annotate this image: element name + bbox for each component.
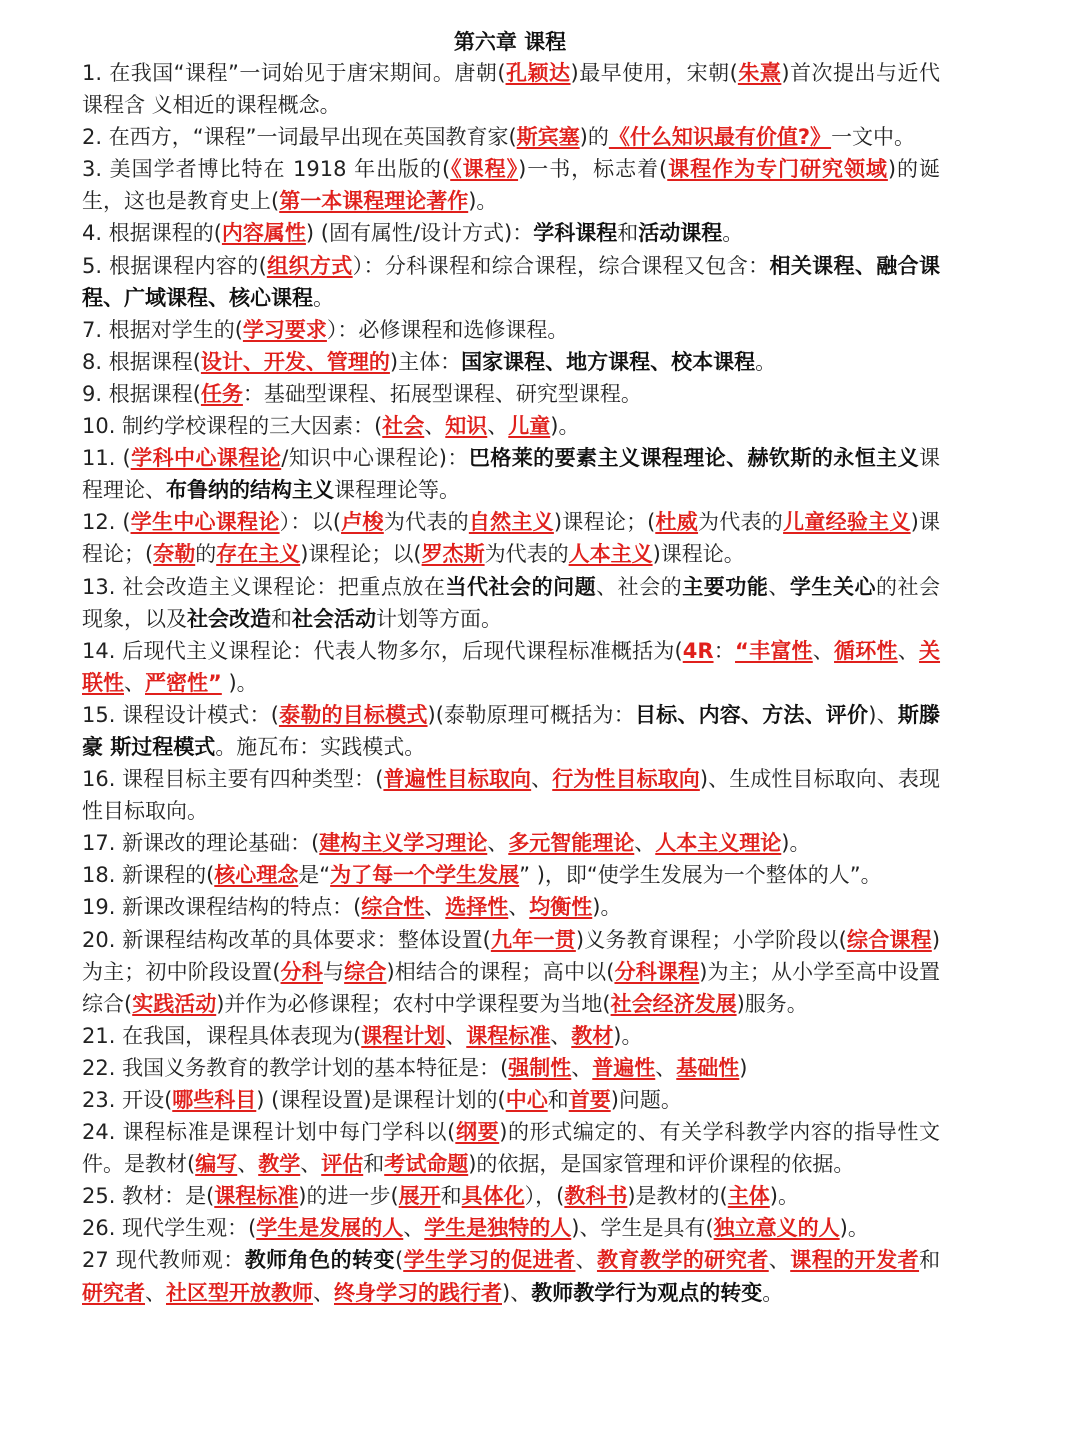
chapter-title: 第六章 课程 — [453, 30, 567, 54]
text-segment: 19. 新课改课程结构的特点：( — [82, 895, 362, 920]
text-segment: ）：分科课程和综合课程，综合课程又包含： — [352, 253, 770, 278]
bold-term: 斯滕豪 斯过程模式 — [82, 702, 941, 759]
text-segment: 10. 制约学校课程的三大因素：( — [82, 414, 383, 439]
text-segment: )。 — [592, 895, 622, 920]
key-term: 纲要 — [455, 1120, 500, 1145]
key-term: 分科 — [280, 959, 323, 984]
key-term: 社会 — [382, 414, 425, 439]
text-segment: 24. 课程标准是课程计划中每门学科以( — [82, 1120, 456, 1145]
list-item — [82, 378, 940, 410]
text-segment: 7. 根据对学生的( — [82, 317, 243, 342]
bold-term: 学生关心 — [789, 574, 876, 599]
text-segment: 3. 美国学者博比特在 1918 年出版的( — [82, 157, 451, 182]
key-term: 4R — [682, 638, 714, 663]
text-segment: 、 — [145, 1280, 166, 1305]
bold-term: 社会改造 — [187, 606, 271, 631]
text-segment: 、 — [445, 1023, 467, 1048]
text-segment: ：基础型课程、拓展型课程、研究型课程。 — [242, 381, 642, 406]
text-segment: 4. 根据课程的( — [82, 221, 222, 246]
text-segment: )义务教育课程；小学阶段以( — [575, 927, 847, 952]
key-term: 《课程》 — [450, 157, 519, 182]
list-item — [82, 859, 940, 891]
bold-term: 相关课程、融合课程、广域课程、核心课程 — [82, 253, 941, 310]
key-term: 评估 — [321, 1152, 364, 1177]
text-segment: 、 — [424, 414, 446, 439]
list-item — [82, 1084, 940, 1116]
text-segment: )、学生是具有( — [571, 1216, 714, 1241]
key-term: 组织方式 — [266, 253, 353, 278]
text-segment: 课程理论、 — [82, 446, 941, 503]
text-segment: )为主；从小学至高中设置综合( — [82, 959, 941, 1016]
text-segment: 、 — [237, 1152, 259, 1177]
text-segment: 、 — [300, 1152, 322, 1177]
text-segment: 、 — [424, 895, 446, 920]
bold-term: 社会活动 — [292, 606, 376, 631]
text-segment: 。 — [762, 1280, 784, 1305]
text-segment: )的进一步( — [298, 1184, 399, 1209]
key-term: 社会经济发展 — [610, 991, 737, 1016]
list-item — [82, 153, 940, 217]
text-segment: ” )，即“使学生发展为一个整体的人”。 — [519, 863, 882, 888]
list-item — [82, 635, 940, 699]
text-segment: )的形式编定的、有关学科教学内容的指导性文件。是教材( — [82, 1120, 940, 1177]
key-term: 多元智能理论 — [508, 831, 635, 856]
bold-term: 教师教学行为观点的转变 — [531, 1280, 763, 1305]
list-item — [82, 1020, 940, 1052]
text-segment: 5. 根据课程内容的( — [82, 253, 267, 278]
text-segment: )是教材的( — [627, 1184, 728, 1209]
key-term: 人本主义 — [568, 542, 653, 567]
key-term: 教科书 — [564, 1184, 628, 1209]
text-segment: /知识中心课程论)： — [281, 446, 469, 471]
text-segment: 和 — [363, 1152, 385, 1177]
text-segment: 22. 我国义务教育的教学计划的基本特征是：( — [82, 1055, 509, 1080]
key-term: 罗杰斯 — [421, 542, 485, 567]
text-segment: 和 — [547, 1088, 569, 1112]
text-segment: 、 — [313, 1280, 334, 1305]
key-term: 九年一贯 — [490, 927, 576, 952]
key-term: 考试命题 — [384, 1152, 469, 1177]
bold-term: 活动课程 — [638, 221, 723, 246]
text-segment: )课程论；( — [553, 510, 656, 535]
key-term: 泰勒的目标模式 — [278, 702, 428, 727]
key-term: 核心理念 — [214, 863, 299, 888]
list-item — [82, 1244, 940, 1308]
text-segment: 15. 课程设计模式：( — [82, 702, 279, 727]
bold-term: 国家课程、地方课程、校本课程 — [461, 349, 756, 374]
key-term: 展开 — [398, 1184, 441, 1209]
bold-term: 巴格莱的要素主义课程理论、赫钦斯的永恒主义 — [468, 446, 920, 471]
text-segment: 、社会的 — [596, 574, 683, 599]
text-segment: )最早使用，宋朝( — [570, 61, 738, 85]
key-term: 学生是独特的人 — [424, 1216, 572, 1241]
text-segment: )相结合的课程；高中以( — [386, 959, 615, 984]
key-term: 建构主义学习理论 — [319, 831, 488, 856]
text-segment: 、 — [124, 670, 145, 695]
list-item — [82, 121, 940, 153]
text-segment: ( — [395, 1248, 404, 1273]
key-term: “丰富性 — [735, 638, 813, 663]
key-term: 关联性 — [82, 638, 941, 695]
document-body — [82, 57, 940, 1309]
list-item — [82, 827, 940, 859]
key-term: 学生中心课程论 — [130, 510, 280, 535]
key-term: 人本主义理论 — [655, 831, 782, 856]
key-term: 实践活动 — [132, 991, 217, 1016]
text-segment: 、 — [897, 638, 920, 663]
key-term: 研究者 — [82, 1280, 145, 1305]
text-segment: )、生成性目标取向、表现性目标取向。 — [82, 767, 941, 824]
bold-term: 主要功能 — [682, 574, 769, 599]
key-term: 独立意义的人 — [713, 1216, 840, 1241]
text-segment: 、 — [487, 831, 509, 856]
text-segment: 、 — [812, 638, 835, 663]
key-term: 综合性 — [361, 895, 425, 920]
key-term: 朱熹 — [737, 61, 782, 85]
key-term: 课程的开发者 — [790, 1248, 920, 1273]
text-segment: )、 — [868, 702, 898, 727]
key-term: 杜威 — [655, 510, 699, 535]
text-segment: 、 — [655, 1055, 677, 1080]
text-segment: ) (固有属性/设计方式)： — [305, 221, 534, 246]
key-term: 孔颖达 — [505, 61, 571, 85]
key-term: 《什么知识最有价值?》 — [608, 125, 832, 150]
text-segment: 27 现代教师观： — [82, 1248, 245, 1273]
text-segment: ) (课程设置)是课程计划的( — [256, 1088, 506, 1112]
key-term: 第一本课程理论著作 — [279, 189, 469, 214]
key-term: 严密性” — [145, 670, 222, 695]
key-term: 基础性 — [676, 1055, 740, 1080]
key-term: 课程作为专门研究领域 — [667, 157, 888, 182]
text-segment: ) — [739, 1055, 748, 1080]
text-segment: 9. 根据课程( — [82, 381, 201, 406]
text-segment: 、 — [487, 414, 509, 439]
text-segment: )课程论；( — [82, 510, 941, 567]
bold-term: 布鲁纳的结构主义 — [166, 478, 334, 503]
text-segment: 12. ( — [82, 510, 131, 535]
text-segment: )。 — [468, 189, 498, 214]
text-segment: 23. 开设( — [82, 1088, 173, 1112]
text-segment: 为代表的 — [383, 510, 469, 535]
text-segment: )服务。 — [736, 991, 808, 1016]
key-term: 教育教学的研究者 — [596, 1248, 769, 1273]
text-segment: 1. 在我国“课程”一词始见于唐宋期间。唐朝( — [82, 61, 506, 85]
key-term: 首要 — [568, 1088, 611, 1112]
key-term: 斯宾塞 — [516, 125, 580, 150]
text-segment: 、 — [634, 831, 656, 856]
text-segment: 25. 教材：是( — [82, 1184, 215, 1209]
list-item — [82, 571, 940, 635]
text-segment: )的 — [579, 125, 609, 150]
text-segment: 。 — [313, 285, 334, 310]
text-segment: ： — [713, 638, 736, 663]
text-segment: 、 — [531, 767, 553, 792]
text-segment: 17. 新课改的理论基础：( — [82, 831, 320, 856]
key-term: 自然主义 — [468, 510, 554, 535]
text-segment: )的诞生，这也是教育史上( — [82, 157, 941, 214]
text-segment: )、 — [502, 1280, 532, 1305]
key-term: 循环性 — [834, 638, 898, 663]
key-term: 奈勒 — [153, 542, 196, 567]
key-term: 中心 — [505, 1088, 548, 1112]
list-item — [82, 506, 940, 570]
text-segment: 的社会现象，以及 — [82, 574, 941, 631]
list-item — [82, 410, 940, 442]
bold-term: 目标、内容、方法、评价 — [634, 702, 869, 727]
text-segment: 2. 在西方，“课程”一词最早出现在英国教育家( — [82, 125, 517, 150]
key-term: 任务 — [200, 381, 243, 406]
text-segment: 。施瓦布：实践模式。 — [215, 734, 426, 759]
text-segment: 一文中。 — [831, 125, 916, 150]
text-segment: ）：必修课程和选修课程。 — [326, 317, 569, 342]
text-segment: )。 — [550, 414, 580, 439]
list-item — [82, 442, 940, 506]
text-segment: 、 — [575, 1248, 597, 1273]
key-term: 终身学习的践行者 — [334, 1280, 502, 1305]
key-term: 学生学习的促进者 — [403, 1248, 576, 1273]
list-item — [82, 699, 940, 763]
text-segment: )并作为必修课程；农村中学课程要为当地( — [216, 991, 611, 1016]
text-segment: 、 — [768, 574, 790, 599]
text-segment: )。 — [221, 670, 258, 695]
key-term: 综合 — [344, 959, 387, 984]
key-term: 存在主义 — [216, 542, 301, 567]
key-term: 课程标准 — [214, 1184, 299, 1209]
text-segment: 、 — [571, 1055, 593, 1080]
text-segment: 8. 根据课程( — [82, 349, 201, 374]
key-term: 教学 — [258, 1152, 301, 1177]
key-term: 为了每一个学生发展 — [330, 863, 520, 888]
text-segment: 21. 在我国，课程具体表现为( — [82, 1023, 362, 1048]
key-term: 卢梭 — [341, 510, 384, 535]
text-segment: )首次提出与近代课程含 义相近的课程概念。 — [82, 61, 941, 118]
key-term: 内容属性 — [221, 221, 306, 246]
bold-term: 当代社会的问题 — [445, 574, 597, 599]
text-segment: 课程理论等。 — [334, 478, 460, 503]
key-term: 分科课程 — [614, 959, 700, 984]
text-segment: 和 — [271, 606, 292, 631]
list-item — [82, 891, 940, 923]
text-segment: 、 — [768, 1248, 791, 1273]
text-segment: )。 — [839, 1216, 869, 1241]
bold-term: 学科课程 — [533, 221, 618, 246]
list-item — [82, 1052, 940, 1084]
text-segment: )主体： — [389, 349, 462, 374]
text-segment: 。 — [755, 349, 777, 374]
text-segment: 计划等方面。 — [376, 606, 502, 631]
text-segment: 。 — [722, 221, 744, 246]
text-segment: )(泰勒原理可概括为： — [427, 702, 635, 727]
text-segment: 与 — [322, 959, 345, 984]
key-term: 学科中心课程论 — [130, 446, 282, 471]
key-term: 课程标准 — [466, 1023, 551, 1048]
key-term: 学习要求 — [242, 317, 327, 342]
list-item — [82, 217, 940, 249]
text-segment: 11. ( — [82, 446, 131, 471]
text-segment: 16. 课程目标主要有四种类型：( — [82, 767, 384, 792]
key-term: 主体 — [727, 1184, 770, 1209]
text-segment: )课程论；以( — [300, 542, 422, 567]
key-term: 儿童 — [508, 414, 551, 439]
text-segment: )一书，标志着( — [518, 157, 668, 182]
text-segment: )为主；初中阶段设置( — [82, 927, 941, 984]
key-term: 强制性 — [508, 1055, 572, 1080]
text-segment: )问题。 — [610, 1088, 682, 1112]
text-segment: 为代表的 — [698, 510, 784, 535]
key-term: 知识 — [445, 414, 488, 439]
text-segment: 是“ — [298, 863, 331, 888]
text-segment: 14. 后现代主义课程论：代表人物多尔，后现代课程标准概括为( — [82, 638, 683, 663]
text-segment: )。 — [769, 1184, 799, 1209]
key-term: 哪些科目 — [172, 1088, 257, 1112]
list-item — [82, 57, 940, 121]
list-item — [82, 1180, 940, 1212]
key-term: 社区型开放教师 — [166, 1280, 313, 1305]
list-item — [82, 1116, 940, 1180]
text-segment: ）：以( — [279, 510, 342, 535]
text-segment: )。 — [613, 1023, 643, 1048]
key-term: 选择性 — [445, 895, 509, 920]
list-item — [82, 924, 940, 1020]
list-item — [82, 314, 940, 346]
bold-term: 教师角色的转变 — [244, 1248, 396, 1273]
list-item — [82, 763, 940, 827]
list-item — [82, 1212, 940, 1244]
text-segment: 为代表的 — [484, 542, 569, 567]
key-term: 教材 — [571, 1023, 614, 1048]
key-term: 综合课程 — [846, 927, 932, 952]
key-term: 编写 — [195, 1152, 238, 1177]
text-segment: 的 — [195, 542, 217, 567]
text-segment: 26. 现代学生观：( — [82, 1216, 257, 1241]
key-term: 普遍性目标取向 — [383, 767, 532, 792]
key-term: 学生是发展的人 — [256, 1216, 404, 1241]
text-segment: )课程论。 — [652, 542, 745, 567]
text-segment: 、 — [550, 1023, 572, 1048]
text-segment: 和 — [440, 1184, 462, 1209]
text-segment: )。 — [781, 831, 811, 856]
key-term: 普遍性 — [592, 1055, 656, 1080]
key-term: 行为性目标取向 — [552, 767, 700, 792]
text-segment: 18. 新课程的( — [82, 863, 215, 888]
key-term: 具体化 — [461, 1184, 525, 1209]
text-segment: 和 — [617, 221, 639, 246]
key-term: 儿童经验主义 — [783, 510, 911, 535]
text-segment: ），( — [524, 1184, 565, 1209]
text-segment: 20. 新课程结构改革的具体要求：整体设置( — [82, 927, 491, 952]
text-segment: 13. 社会改造主义课程论：把重点放在 — [82, 574, 446, 599]
key-term: 均衡性 — [529, 895, 593, 920]
list-item — [82, 250, 940, 314]
text-segment: 、 — [403, 1216, 425, 1241]
list-item — [82, 346, 940, 378]
text-segment: )的依据，是国家管理和评价课程的依据。 — [468, 1152, 855, 1177]
text-segment: 和 — [919, 1248, 941, 1273]
key-term: 设计、开发、管理的 — [200, 349, 390, 374]
key-term: 课程计划 — [361, 1023, 446, 1048]
text-segment: 、 — [508, 895, 530, 920]
